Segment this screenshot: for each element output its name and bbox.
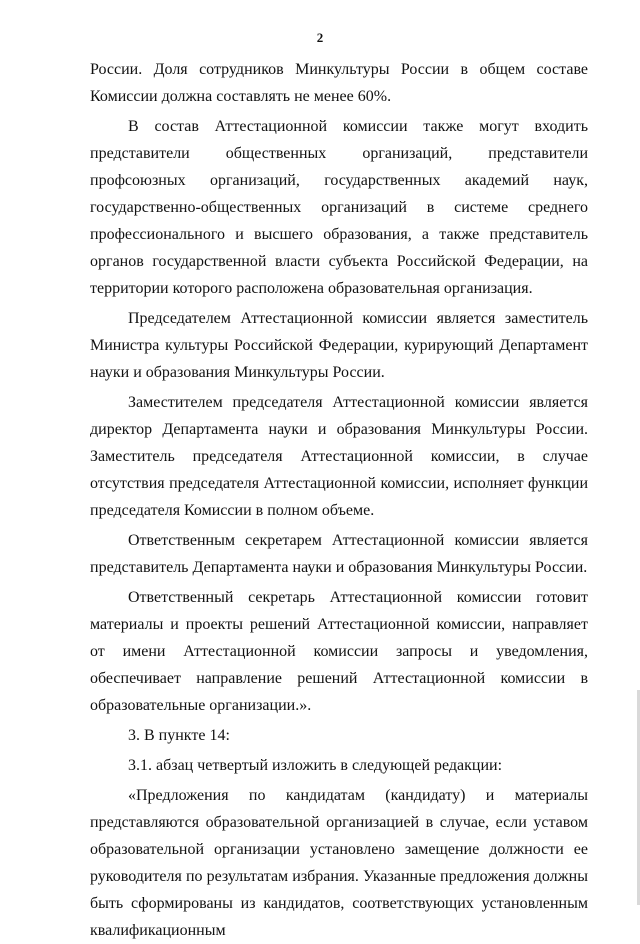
paragraph-secretary: Ответственным секретарем Аттестационной комиссии является представитель Департамента науки и образования Минкультуры России.: [90, 532, 588, 576]
paragraph-chairman: Председателем Аттестационной комиссии является заместитель Министра культуры Российской Федерации, курирующий Департамент науки и образования Минкультуры России.: [90, 310, 588, 381]
paragraph-proposals: «Предложения по кандидатам (кандидату) и материалы представляются образовательной организацией в случае, если уставом образовательной организации установлено замещение должности ее руководителя по результатам избрания. Указанные предложения должны быть сформированы из кандидатов, соответствующих установленным квалификационным: [90, 787, 588, 939]
paragraph-continuation: России. Доля сотрудников Минкультуры России в общем составе Комиссии должна составлять не менее 60%.: [90, 61, 588, 105]
paragraph-commission-members: В состав Аттестационной комиссии также могут входить представители общественных организаций, представители профсоюзных организаций, государственных академий наук, государственно-общественных организаций в системе среднего профессионального и высшего образования, а также представитель органов государственной власти субъекта Российской Федерации, на территории которого расположена образовательная организация.: [90, 118, 588, 297]
paragraph-deputy-chairman: Заместителем председателя Аттестационной комиссии является директор Департамента науки и образования Минкультуры России. Заместитель председателя Аттестационной комиссии, в случае отсутствия председателя Аттестационной комиссии, исполняет функции председателя Комиссии в полном объеме.: [90, 394, 588, 519]
paragraph-secretary-duties: Ответственный секретарь Аттестационной комиссии готовит материалы и проекты решений Аттестационной комиссии, направляет от имени Аттестационной комиссии запросы и уведомления, обеспечивает направление решений Аттестационной комиссии в образовательные организации.».: [90, 589, 588, 714]
page-number: 2: [316, 30, 324, 45]
paragraph-item-3: 3. В пункте 14:: [128, 727, 230, 744]
document-body: [90, 56, 588, 944]
paragraph-item-3-1: 3.1. абзац четвертый изложить в следующей редакции:: [128, 757, 503, 774]
